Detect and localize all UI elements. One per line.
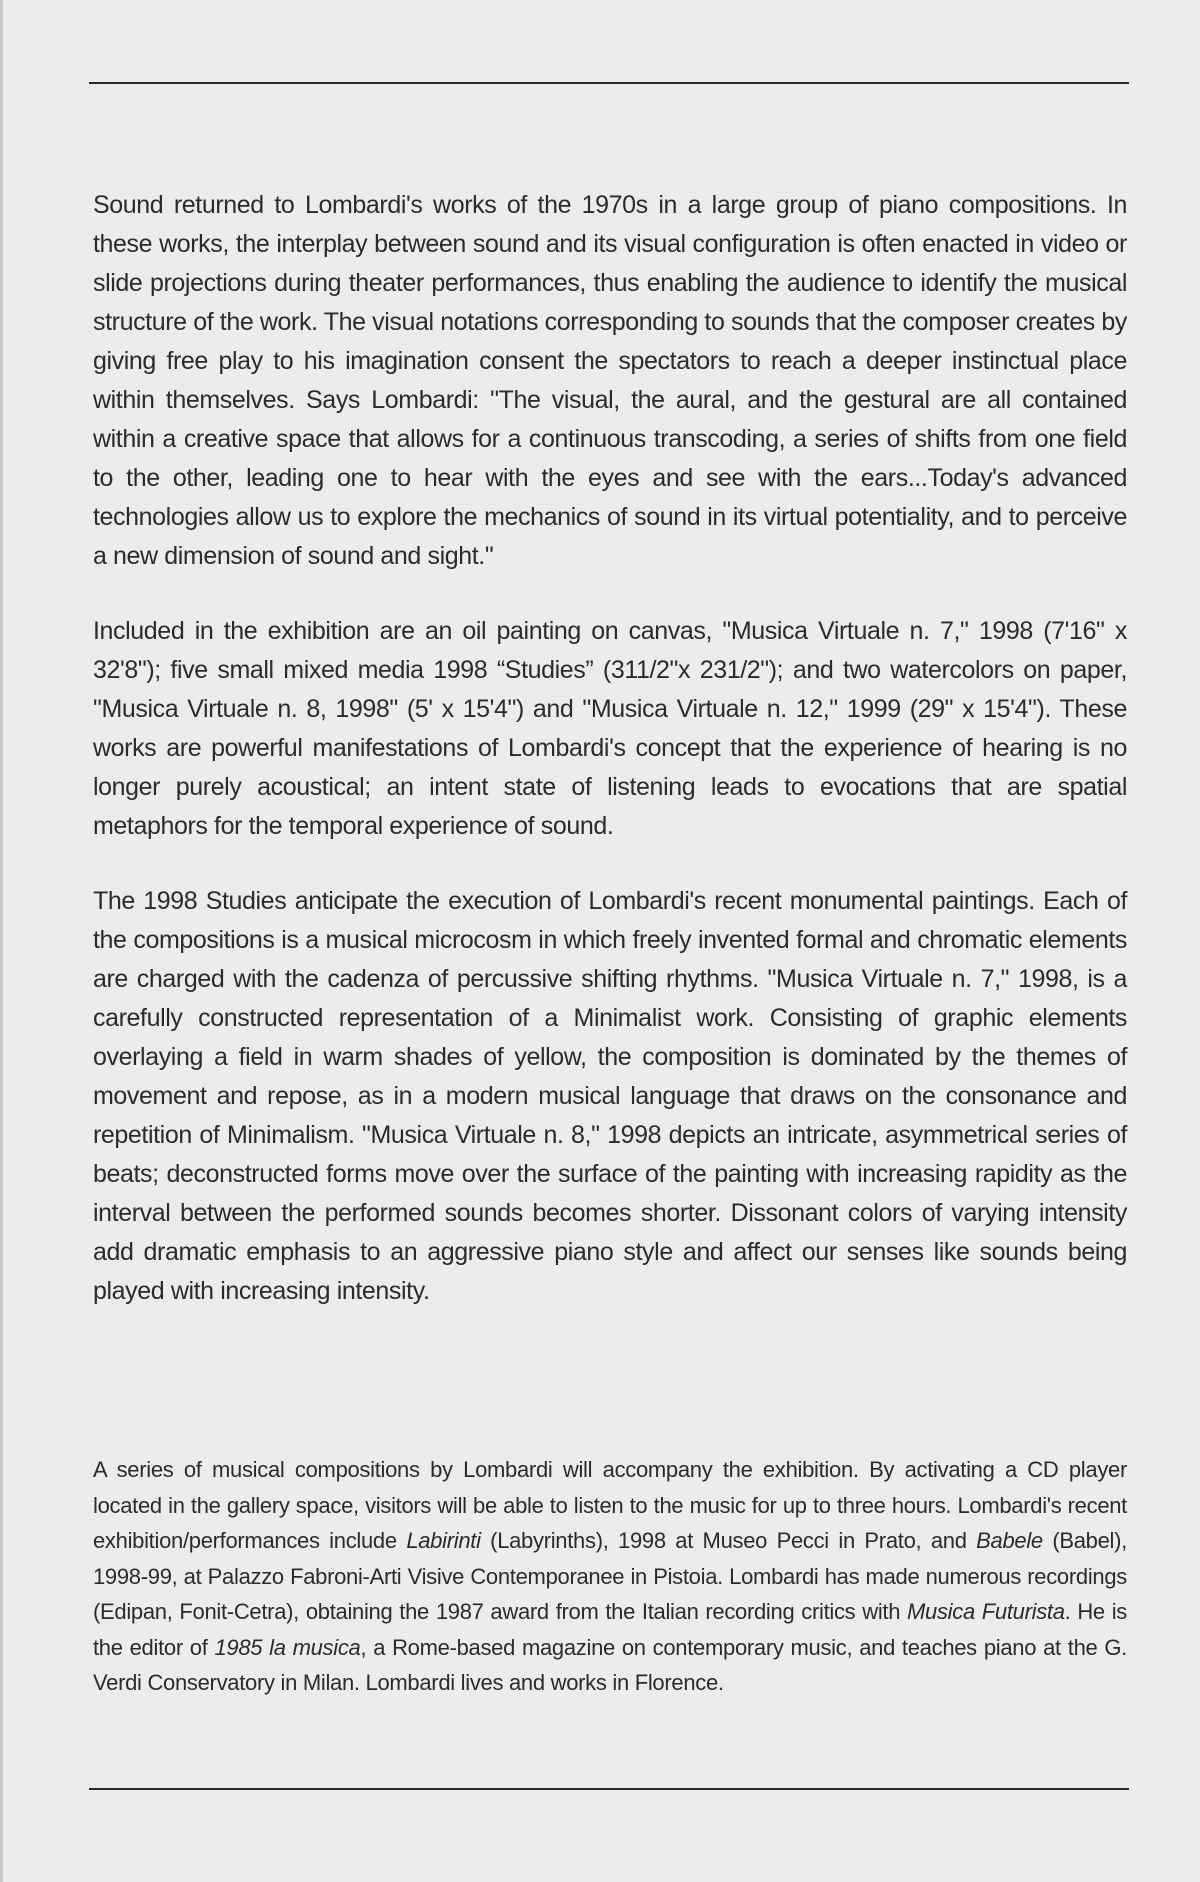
paragraph-1998-studies: The 1998 Studies anticipate the execution of Lombardi's recent monumental paintings. Each of the compositions is a musical microcosm in which freely invented formal and chromatic elements are charged with the cadenza of percussive shifting rhythms. "Musica Virtuale n. 7," 1998, is a carefully constructed representation of a Minimalist work. Consisting of graphic elements overlaying a field in warm shades of yellow, the composition is dominated by the themes of movement and repose, as in a modern musical language that draws on the consonance and repetition of Minimalism. "Musica Virtuale n. 8," 1998 depicts an intricate, asymmetrical series of beats; deconstructed forms move over the surface of the painting with increasing rapidity as the interval between the performed sounds becomes shorter. Dissonant colors of varying intensity add dramatic emphasis to an aggressive piano style and affect our senses like sounds being played with increasing intensity. (93, 887, 1127, 1305)
text-segment: . He is the editor of (93, 1599, 1127, 1660)
top-divider (89, 82, 1129, 84)
paragraph-exhibition-works: Included in the exhibition are an oil painting on canvas, "Musica Virtuale n. 7," 1998 (7'16" x 32'8"); five small mixed media 1998 “Studies” (311/2"x 231/2"); and two watercolors on paper, "Musica Virtuale n. 8, 1998" (5' x 15'4") and "Musica Virtuale n. 12," 1999 (29" x 15'4"). These works are powerful manifestations of Lombardi's concept that the experience of hearing is no longer purely acoustical; an intent state of listening leads to evocations that are spatial metaphors for the temporal experience of sound. (93, 617, 1127, 840)
text-segment: (Babel), 1998-99, at Palazzo Fabroni-Arti Visive Contemporanee in Pistoia. Lombardi has made numerous recordings (Edipan, Fonit-Cetra), obtaining the 1987 award from the Italian recording critics with (93, 1528, 1127, 1624)
title-babele: Babele (976, 1528, 1043, 1553)
title-musica-futurista: Musica Futurista (907, 1599, 1065, 1624)
title-1985-la-musica: 1985 la musica (214, 1634, 361, 1660)
text-segment: , a Rome-based magazine on contemporary music, and teaches piano at the G. Verdi Conservatory in Milan. Lombardi lives and works in Florence. (93, 1634, 1127, 1695)
paragraph-musical-compositions (93, 1452, 1127, 1701)
title-labirinti: Labirinti (406, 1528, 481, 1553)
paragraph-sound-returned: Sound returned to Lombardi's works of the 1970s in a large group of piano compositions. In these works, the interplay between sound and its visual configuration is often enacted in video or slide projections during theater performances, thus enabling the audience to identify the musical structure of the work. The visual notations corresponding to sounds that the composer creates by giving free play to his imagination consent the spectators to reach a deeper instinctual place within themselves. Says Lombardi: "The visual, the aural, and the gestural are all contained within a creative space that allows for a continuous transcoding, a series of shifts from one field to the other, leading one to hear with the eyes and see with the ears...Today's advanced technologies allow us to explore the mechanics of sound in its virtual potentiality, and to perceive a new dimension of sound and sight." (93, 191, 1127, 570)
text-segment: A series of musical compositions by Lombardi will accompany the exhibition. By activating a CD player located in the gallery space, visitors will be able to listen to the music for up to three hours. Lombardi's recent exhibition/performances include (93, 1457, 1127, 1553)
text-segment: (Labyrinths), 1998 at Museo Pecci in Prato, and (480, 1528, 977, 1553)
bottom-divider (89, 1788, 1129, 1790)
